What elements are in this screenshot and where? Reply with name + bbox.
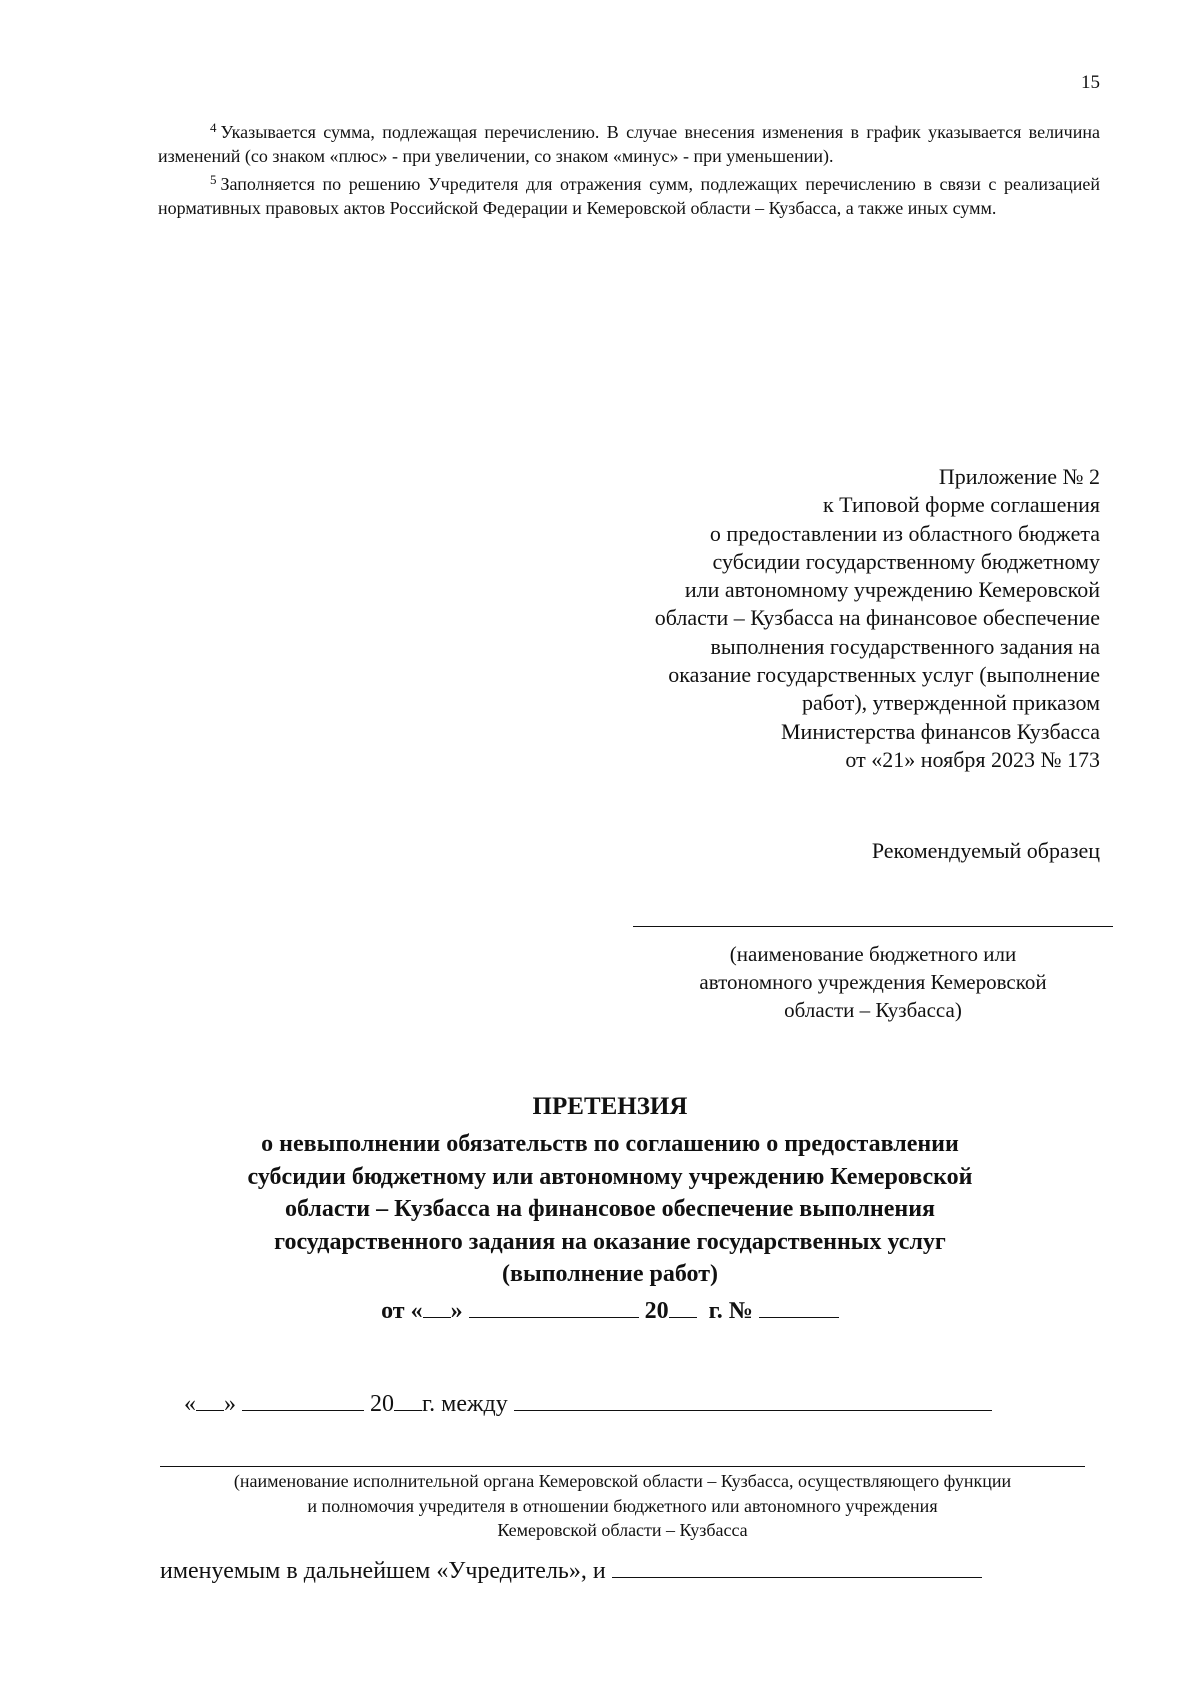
claim-number-field[interactable] [759, 1295, 839, 1318]
footnotes [158, 120, 1100, 224]
appendix-line: выполнения государственного задания на [710, 633, 1100, 659]
appendix-line: Министерства финансов Кузбасса [781, 718, 1100, 744]
appendix-line: работ), утвержденной приказом [802, 690, 1100, 716]
year-prefix: 20 [364, 1391, 394, 1417]
agreement-day-field[interactable] [196, 1388, 224, 1411]
claim-year-field[interactable] [669, 1295, 697, 1318]
subtitle-line: государственного задания на оказание государственных услуг [274, 1228, 946, 1255]
claim-date-line [160, 1295, 1060, 1325]
caption-line: (наименование бюджетного или [729, 942, 1017, 966]
agreement-date-line [184, 1388, 992, 1418]
caption-line: (наименование исполнительной органа Кемеровской области – Кузбасса, осуществляющего функции [233, 1471, 1012, 1491]
recommended-sample-label: Рекомендуемый образец [871, 838, 1100, 863]
footnote-marker: 5 [210, 172, 217, 187]
named-founder-line [160, 1555, 982, 1585]
appendix-line: оказание государственных услуг (выполнение [668, 662, 1100, 688]
open-quote: « [184, 1391, 196, 1417]
appendix-header [560, 463, 1100, 774]
claim-title: ПРЕТЕНЗИЯ [532, 1093, 688, 1120]
claim-day-field[interactable] [423, 1295, 451, 1318]
appendix-line: субсидии государственному бюджетному [712, 548, 1100, 574]
institution-field[interactable] [612, 1555, 982, 1578]
institution-name-caption [633, 940, 1113, 1024]
institution-name-field[interactable] [633, 926, 1113, 927]
date-quote-close: » [450, 1298, 469, 1324]
agreement-year-field[interactable] [394, 1388, 422, 1411]
agreement-month-field[interactable] [242, 1388, 364, 1411]
caption-line: автономного учреждения Кемеровской [699, 970, 1047, 994]
named-text: именуемым в дальнейшем «Учредитель», и [160, 1558, 612, 1584]
date-g-no: г. № [696, 1298, 759, 1324]
founder-caption [160, 1469, 1085, 1543]
date-year-prefix: 20 [638, 1298, 669, 1324]
appendix-line: области – Кузбасса на финансовое обеспечение [654, 605, 1100, 631]
founder-name-line[interactable] [160, 1466, 1085, 1467]
caption-line: области – Кузбасса) [784, 998, 962, 1022]
page-number: 15 [1081, 72, 1100, 93]
date-prefix: от « [381, 1298, 423, 1324]
footnote-text: Заполняется по решению Учредителя для отражения сумм, подлежащих перечислению в связи с реализацией нормативных правовых актов Российской Федерации и Кемеровской области – Кузбасса, а также иных сумм. [158, 174, 1100, 218]
footnote-5 [158, 172, 1100, 220]
founder-name-field[interactable] [514, 1388, 992, 1411]
claim-subtitle [160, 1128, 1060, 1291]
between-label: г. между [422, 1391, 514, 1417]
footnote-marker: 4 [210, 120, 217, 135]
appendix-line: к Типовой форме соглашения [822, 492, 1100, 518]
caption-line: Кемеровской области – Кузбасса [497, 1520, 748, 1540]
subtitle-line: о невыполнении обязательств по соглашению о предоставлении [261, 1131, 959, 1157]
footnote-text: Указывается сумма, подлежащая перечислению. В случае внесения изменения в график указывается величина изменений (со знаком «плюс» - при увеличении, со знаком «минус» - при уменьшении). [158, 122, 1100, 166]
appendix-line: о предоставлении из областного бюджета [709, 520, 1100, 546]
appendix-line: от «21» ноября 2023 № 173 [845, 746, 1100, 772]
caption-line: и полномочия учредителя в отношении бюджетного или автономного учреждения [307, 1495, 938, 1516]
claim-month-field[interactable] [469, 1295, 639, 1318]
close-quote: » [224, 1391, 242, 1417]
subtitle-line: субсидии бюджетному или автономному учреждению Кемеровской [247, 1163, 973, 1190]
subtitle-line: (выполнение работ) [502, 1261, 718, 1287]
footnote-4 [158, 120, 1100, 168]
appendix-line: или автономному учреждению Кемеровской [684, 577, 1100, 603]
appendix-line: Приложение № 2 [938, 464, 1100, 489]
subtitle-line: области – Кузбасса на финансовое обеспечение выполнения [284, 1196, 936, 1222]
